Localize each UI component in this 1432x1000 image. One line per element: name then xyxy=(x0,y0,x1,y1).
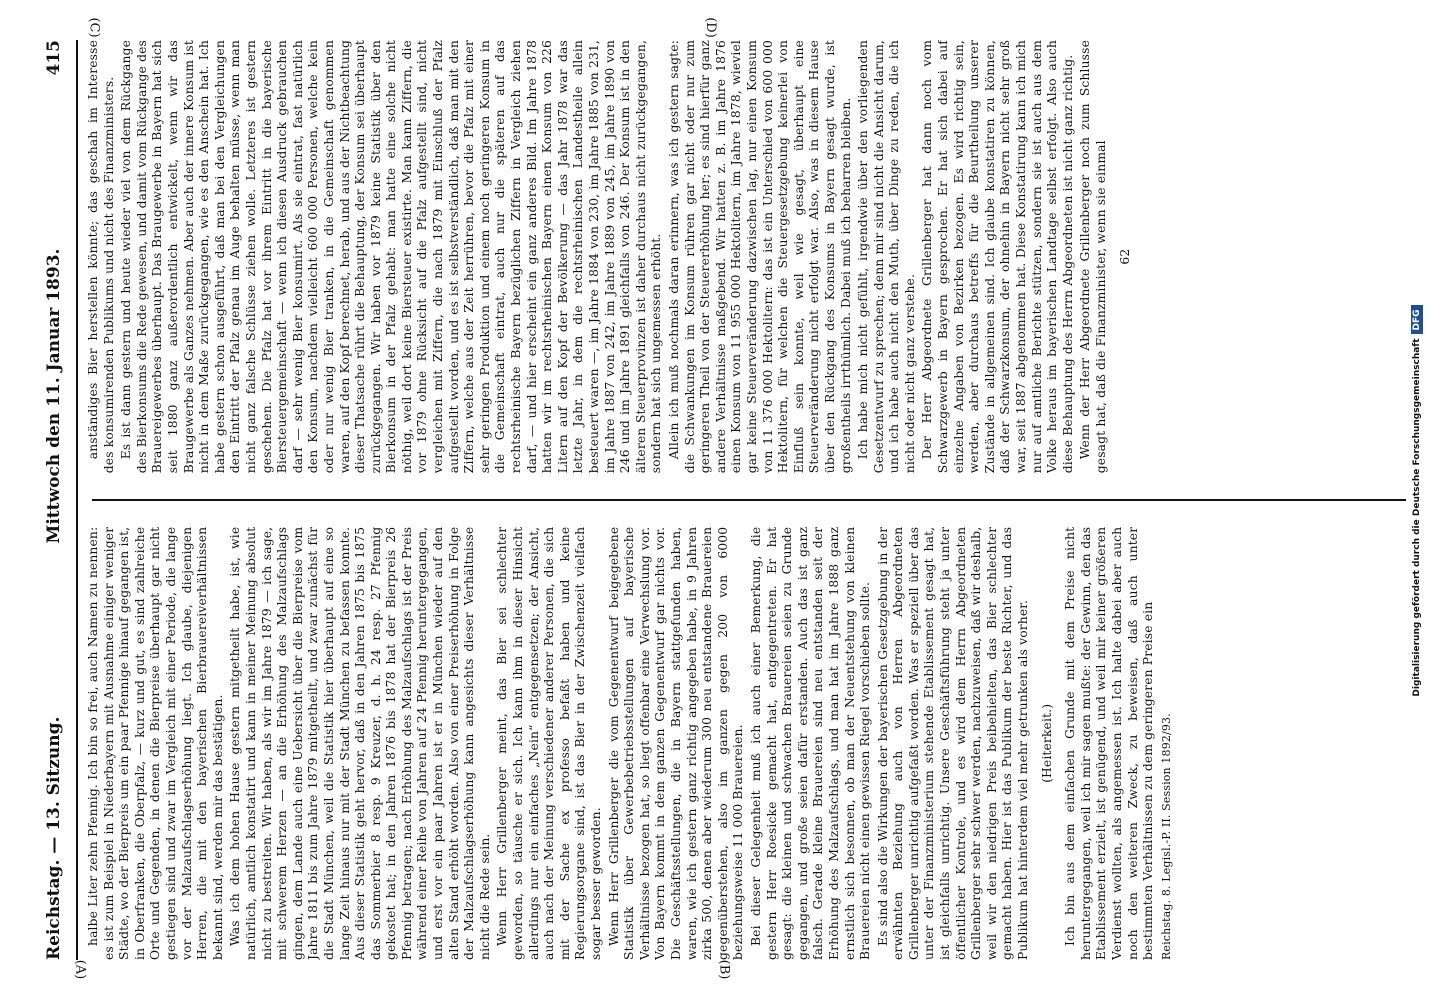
page-header xyxy=(34,40,74,960)
header-left: Reichstag. — 13. Sitzung. xyxy=(44,716,64,960)
margin-letter-b: (B) xyxy=(716,959,732,980)
margin-letter-a: (A) xyxy=(72,959,88,980)
signature-mark: 62 xyxy=(1117,248,1132,265)
right-paragraph-6: Wenn der Herr Abgeordnete Grillenberger noch zum Schlusse gesagt hat, daß die Finanzminister, wenn sie einmal xyxy=(1078,40,1108,474)
margin-letter-c: (C) xyxy=(86,17,102,38)
header-center: Mittwoch den 11. Januar 1893. xyxy=(44,248,64,544)
left-paragraph-5: Bei dieser Gelegenheit muß ich auch einer Bemerkung, die gestern Herr Roesicke gemacht hat, entgegentreten. Er hat gesagt: die kleinen und schwachen Brauereien seien zu Grunde gegangen, und große seien dafür erstanden. Auch das ist ganz falsch. Gerade kleine Brauereien sind neu entstanden seit der Erhöhung des Malzaufschlags, und man hat im Jahre 1888 ganz ernstlich sich besonnen, ob man der Neuentstehung von kleinen Brauereien nicht einen gewissen Riegel vorschieben sollte. xyxy=(748,526,873,960)
right-paragraph-4: Ich habe mich nicht gefühlt, irgendwie über den vorliegenden Gesetzentwurf zu sprechen; denn mir sind nicht die Ansicht darum, und ich habe auch nicht den Muth, über Dinge zu reden, die ich nicht oder nicht ganz verstehe. xyxy=(856,40,917,474)
right-paragraph-5: Der Herr Abgeordnete Grillenberger hat dann noch vom Schwarzgewerb in Bayern gesprochen. Er hat sich dabei auf einzelne Angaben von Bezirken bezogen. Es wird richtig sein, werden, aber durchaus betreffs für die Beurtheilung unserer Zustände in allgemeinen sind. Ich glaube konstatiren zu können, daß der Schwarzkonsum, der ohnehin in Bayern nicht sehr groß war, seit 1887 abgenommen hat. Diese Konstatirung kann ich mich nur auf amtliche Berichte stützen, sondern sie ist auch aus dem Volke heraus im bayerischen Landtage selbst erfolgt. Also auch diese Behauptung des Herrn Abgeordneten ist nicht ganz richtig. xyxy=(920,40,1075,474)
text-columns xyxy=(86,40,1406,960)
left-paragraph-4: Wenn Herr Grillenberger die vom Gegenentwurf beigegebene Statistik über Gewerbebetriebsstellungen auf bayerische Verhältnisse bezogen hat, so liegt offenbar eine Verwechslung vor. Von Bayern kommt in dem ganzen Gegenentwurf gar nichts vor. Die Geschäftsstellungen, die in Bayern stattgefunden haben, waren, wie ich gestern ganz richtig angegeben habe, in 9 Jahren zirka 500, denen aber wiederum 300 neu entstandene Brauereien gegenüberstehen, also im ganzen gegen 200 von 6000 beziehungsweise 11 000 Brauereien. xyxy=(606,526,746,960)
left-interjection: (Heiterkeit.) xyxy=(1039,703,1054,783)
rotated-page-content xyxy=(16,20,1416,980)
margin-letter-d: (D) xyxy=(702,17,718,38)
left-footer-note: Reichstag. 8. Legisl.-P. II. Session 1892/93. xyxy=(1159,713,1173,960)
dfg-logo: DFG xyxy=(1411,305,1423,334)
left-paragraph-2: Was ich dem hohen Hause gestern mitgetheilt habe, ist, wie natürlich, amtlich konstatirt und kann in meiner Meinung absolut nicht zu bestreiten. Wir haben, als wir im Jahre 1879 — ich sage, mit schwerem Herzen — an die Erhöhung des Malzaufschlags gingen, dem Lande auch eine Uebersicht über die Bierpreise vom Jahre 1811 bis zum Jahre 1879 mitgetheilt, und zwar zunächst für die Stadt München, weil die Statistik hier überhaupt auf eine so lange Zeit hinaus nur mit der Stadt München zu befassen konnte. Aus dieser Statistik geht hervor, daß in den Jahren 1875 bis 1875 das Sommerbier 8 resp. 9 Kreuzer, d. h. 24 resp. 27 Pfennig gekostet hat; in den Jahren 1876 bis 1878 hat der Bierpreis 26 Pfennig betragen; nach Erhöhung des Malzaufschlags ist der Preis während einer Reihe von Jahren auf 24 Pfennig heruntergegangen, und erst vor ein paar Jahren ist er in München wieder auf den alten Stand erhöht worden. Also von einer Preiserhöhung in Folge der Malzaufschlagserhöhung kann angesichts dieser Verhältnisse nicht die Rede sein. xyxy=(228,526,492,960)
column-divider xyxy=(92,499,1406,501)
left-paragraph-1: halbe Liter zehn Pfennig. Ich bin so frei, auch Namen zu nennen: es ist zum Beispiel in Niederbayern mit Ausnahme einiger weniger Städte, wo der Bierpreis um ein paar Pfennige hinauf gegangen ist, in Oberfranken, die Oberpfalz, — kurz und gut, es sind zahlreiche Orte und Gegenden, in denen die Bierpreise überhaupt gar nicht gestiegen sind und zwar im Vergleich mit einer Periode, die lange vor der Malzaufschlagserhöhung liegt. Ich glaube, diejenigen Herren, die mit den bayerischen Bierbrauereiverhältnissen bekannt sind, werden mir das bestätigen. xyxy=(86,526,225,960)
right-paragraph-1: anständiges Bier herstellen könnte; das geschah im Interesse des konsumirenden Publikums und nicht des Finanzministers. xyxy=(86,40,116,474)
right-paragraph-3: Allein ich muß nochmals daran erinnern, was ich gestern sagte: die Schwankungen im Konsum rühren gar nicht oder nur zum geringeren Theil von der Steuererhöhung her; es sind hierfür ganz andere Verhältnisse maßgebend. Wir hatten z. B. im Jahre 1876 einen Konsum von 11 955 000 Hektolitern, im Jahre 1878, wieviel gar keine Steuerveränderung dazwischen lag, nur einen Konsum von 11 376 000 Hektolitern: das ist ein Unterschied von 600 000 Hektolitern, für welchen die Steuergesetzgebung keinerlei von Einfluß sein konnte, weil wie gesagt, überhaupt eine Steuerveränderung nicht erfolgt war. Also, was in diesem Hause über den Rückgang des Konsums in Bayern gesagt wurde, ist großentheils irrthümlich. Dabei muß ich beharren bleiben. xyxy=(666,40,853,474)
credit-text: Digitalisierung gefördert durch die Deutsche Forschungsgemeinschaft xyxy=(1412,338,1422,697)
right-paragraph-2: Es ist dann gestern und heute wieder viel von dem Rückgange des Bierkonsums die Rede gewesen, und damit vom Rückgange des Brauereigewerbes überhaupt. Das Braugewerbe in Bayern hat sich seit 1880 ganz außerordentlich entwickelt, wenn wir das Braugewerbe als Ganzes nehmen. Aber auch der innere Konsum ist nicht in dem Maße zurückgegangen, wie es den Anschein hat. Ich habe gestern schon ausgeführt, daß man bei den Vergleichungen den Eintritt der Pfalz genau im Auge behalten müsse, wenn man nicht ganz falsche Schlüsse ziehen wolle. Letzteres ist gestern geschehen. Die Pfalz hat vor ihrem Eintritt in die bayerische Biersteuergemeinschaft — wenn ich diesen Ausdruck gebrauchen darf — sehr wenig Bier konsumirt. Als sie eintrat, fast natürlich den Konsum, nachdem vielleicht 600 000 Personen, welche kein oder nur wenig Bier tranken, in die Gemeinschaft genommen waren, auf den Kopf berechnet, herab, und aus der Nichtbeachtung dieser Thatsache rührt die Behauptung, der Konsum sei überhaupt zurückgegangen. Wir haben vor 1879 keine Statistik über den Bierkonsum in der Pfalz gehabt: man hatte eine solche nicht nöthig, weil dort keine Biersteuer existirte. Man kann Ziffern, die vor 1879 ohne Rücksicht auf die Pfalz aufgestellt sind, nicht vergleichen mit Ziffern, die nach 1879 mit Einschluß der Pfalz aufgestellt worden, und es ist selbstverständlich, daß man mit den Ziffern, welche aus der Zeit herrühren, bevor die Pfalz mit einer sehr geringen Produktion und einem noch geringeren Konsum in die Gemeinschaft eintrat, auch nur die späteren auf das rechtsrheinische Bayern bezüglichen Ziffern in Vergleich ziehen darf, — und hier erscheint ein ganz anderes Bild. Im Jahre 1878 hatten wir im rechtsrheinischen Bayern einen Konsum von 226 Litern auf den Kopf der Bevölkerung — das Jahr 1878 war das letzte Jahr, in dem die rechtsrheinischen Landestheile allein besteuert waren —, im Jahre 1884 von 230, im Jahre 1885 von 231, im Jahre 1887 von 242, im Jahre 1889 von 245, im Jahre 1890 von 246 und im Jahre 1891 gleichfalls von 246. Der Konsum ist in den älteren Steuerprovinzen ist daher durchaus nicht zurückgegangen, sondern hat sich ungemessen erhöht. xyxy=(119,40,664,474)
digitization-credit xyxy=(1406,10,1428,992)
left-paragraph-7: Ich bin aus dem einfachen Grunde mit dem Preise nicht heruntergegangen, weil ich mir sagen mußte: der Gewinn, den das Etablissement erzielt, ist genügend, und weil mir keiner größeren Verdienst wollten, als angemessen ist. Ich halte dabei aber auch noch den weiteren Zweck, zu beweisen, daß auch unter bestimmten Verhältnissen zu dem geringeren Preise ein xyxy=(1063,526,1156,960)
page-number: 415 xyxy=(44,40,64,76)
header-rule xyxy=(76,40,78,960)
left-paragraph-3: Wenn Herr Grillenberger meint, das Bier sei schlechter geworden, so täusche er sich. Ich kann ihm in dieser Hinsicht allerdings nur ein einfaches „Nein“ entgegensetzen; der Ansicht, auch nach der Meinung verschiedener anderer Personen, die sich mit der Sache ex professo befaßt haben und keine Regierungsorgane sind, ist das Bier in der Zwischenzeit vielfach sogar besser geworden. xyxy=(495,526,603,960)
left-column xyxy=(86,527,1406,960)
left-paragraph-6: Es sind also die Wirkungen der bayerischen Gesetzgebung in der erwähnten Beziehung auch von Herren Abgeordneten Grillenberger unrichtig aufgefaßt worden. Was er speziell über das unter der Finanzministerium stehende Etablissement gesagt hat, ist gleichfalls unrichtig. Unsere Geschäftsführung steht ja unter öffentlicher Kontrole, und es wird dem Herrn Abgeordneten Grillenberger sehr schwer werden, nachzuweisen, daß wir deshalb, weil wir den niedrigen Preis beibehielten, das Bier schlechter gemacht haben. Hier ist das Publikum der beste Richter, und das Publikum hat hinterdem viel mehr getrunken als vorher. xyxy=(875,526,1031,960)
right-column xyxy=(86,40,1406,473)
